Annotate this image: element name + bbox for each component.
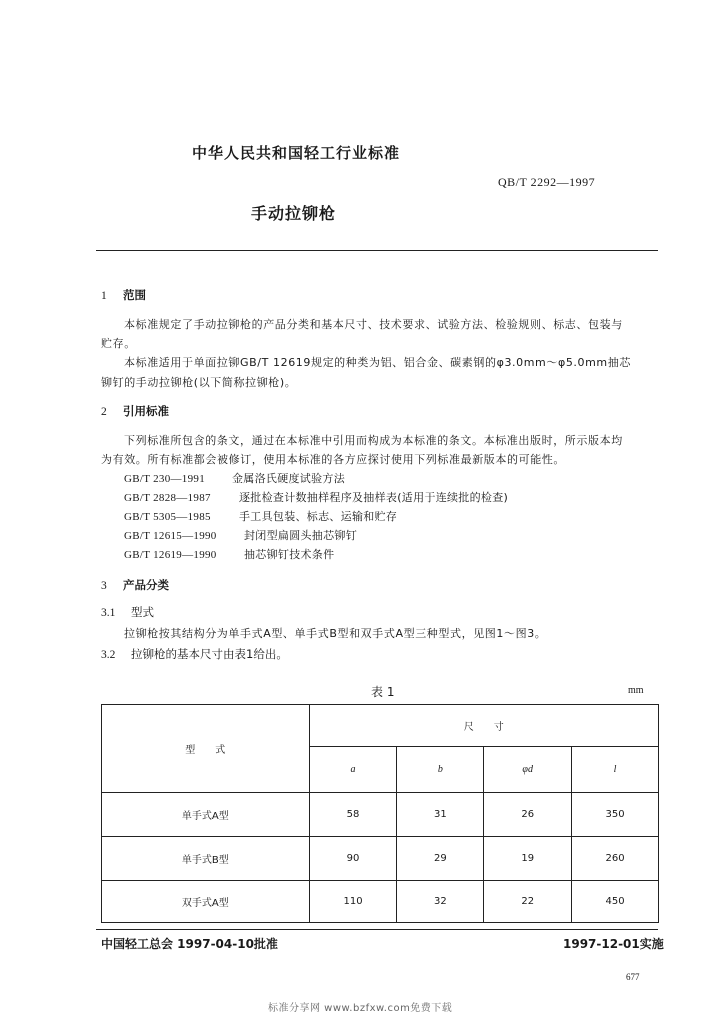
subsection-number: 3.2	[101, 649, 116, 661]
reference-code: GB/T 12615—1990	[124, 530, 217, 542]
table-row	[102, 881, 659, 923]
approval-info: 中国轻工总会 1997-04-10批准	[101, 937, 278, 951]
section-number: 2	[101, 406, 107, 418]
subsection-3-1-text: 拉铆枪按其结构分为单手式A型、单手式B型和双手式A型三种型式，见图1～图3。	[124, 627, 547, 640]
subsection-3-2-line	[101, 646, 288, 662]
standard-code: QB/T 2292—1997	[498, 175, 596, 189]
table-header-dim-l: l	[572, 747, 659, 793]
reference-code: GB/T 5305—1985	[124, 511, 211, 523]
table-cell: 19	[484, 837, 572, 881]
subsection-title: 型式	[131, 605, 154, 619]
table-cell: 90	[309, 837, 397, 881]
table-row	[102, 793, 659, 837]
table-cell: 350	[572, 793, 659, 837]
reference-code: GB/T 12619—1990	[124, 549, 217, 561]
section-number: 3	[101, 580, 107, 592]
table-cell: 26	[484, 793, 572, 837]
header-divider	[96, 250, 658, 251]
reference-item	[124, 546, 334, 562]
section-2-para-line-1: 下列标准所包含的条文，通过在本标准中引用而构成为本标准的条文。本标准出版时，所示版本均	[124, 434, 623, 447]
section-1-para-1-line-1: 本标准规定了手动拉铆枪的产品分类和基本尺寸、技术要求、试验方法、检验规则、标志、包装与	[124, 318, 623, 331]
section-2-heading	[101, 403, 169, 419]
table-cell-type: 双手式A型	[102, 881, 310, 923]
section-title: 范围	[123, 288, 146, 302]
table-cell-type: 单手式B型	[102, 837, 310, 881]
section-title: 引用标准	[123, 404, 169, 418]
table-header-row	[102, 705, 659, 747]
table-cell: 31	[397, 793, 484, 837]
section-1-para-2-line-2: 铆钉的手动拉铆枪(以下简称拉铆枪)。	[101, 376, 297, 389]
dimensions-table	[101, 704, 659, 923]
table-cell: 58	[309, 793, 397, 837]
table-cell: 110	[309, 881, 397, 923]
table-cell: 32	[397, 881, 484, 923]
reference-item	[124, 489, 508, 505]
footer-divider	[96, 929, 658, 930]
table-header-dim-b: b	[397, 747, 484, 793]
table-row	[102, 837, 659, 881]
table-unit: mm	[628, 685, 644, 696]
table-header-dim-a: a	[309, 747, 397, 793]
reference-item	[124, 470, 345, 486]
section-2-para-line-2: 为有效。所有标准都会被修订，使用本标准的各方应探讨使用下列标准最新版本的可能性。	[101, 453, 565, 466]
table-cell-type: 单手式A型	[102, 793, 310, 837]
table-header-type: 型 式	[102, 705, 310, 793]
page-number: 677	[626, 972, 640, 982]
table-cell: 260	[572, 837, 659, 881]
section-3-heading	[101, 577, 169, 593]
reference-name: 封闭型扁圆头抽芯铆钉	[244, 529, 357, 542]
implementation-date: 1997-12-01实施	[563, 937, 664, 951]
reference-name: 金属洛氏硬度试验方法	[232, 472, 345, 485]
standard-category-heading: 中华人民共和国轻工行业标准	[192, 144, 401, 162]
table-caption: 表 1	[371, 685, 395, 699]
document-title: 手动拉铆枪	[251, 204, 337, 223]
subsection-3-1-heading	[101, 604, 154, 620]
table-header-dimensions: 尺 寸	[309, 705, 658, 747]
section-1-heading	[101, 287, 146, 303]
table-cell: 29	[397, 837, 484, 881]
reference-name: 抽芯铆钉技术条件	[244, 548, 335, 561]
reference-code: GB/T 2828—1987	[124, 492, 211, 504]
subsection-text: 拉铆枪的基本尺寸由表1给出。	[131, 647, 288, 661]
reference-name: 手工具包装、标志、运输和贮存	[239, 510, 398, 523]
reference-name: 逐批检查计数抽样程序及抽样表(适用于连续批的检查)	[239, 491, 509, 504]
download-watermark: 标准分享网 www.bzfxw.com免费下载	[268, 1003, 453, 1014]
section-number: 1	[101, 290, 107, 302]
section-1-para-2-line-1: 本标准适用于单面拉铆GB/T 12619规定的种类为铝、铝合金、碳素钢的φ3.0mm～φ5.0mm抽芯	[124, 356, 631, 369]
reference-code: GB/T 230—1991	[124, 473, 206, 485]
section-1-para-1-line-2: 贮存。	[101, 337, 136, 350]
table-cell: 450	[572, 881, 659, 923]
section-title: 产品分类	[123, 578, 169, 592]
reference-item	[124, 527, 357, 543]
table-cell: 22	[484, 881, 572, 923]
subsection-number: 3.1	[101, 607, 116, 619]
table-header-dim-d: φd	[484, 747, 572, 793]
reference-item	[124, 508, 397, 524]
